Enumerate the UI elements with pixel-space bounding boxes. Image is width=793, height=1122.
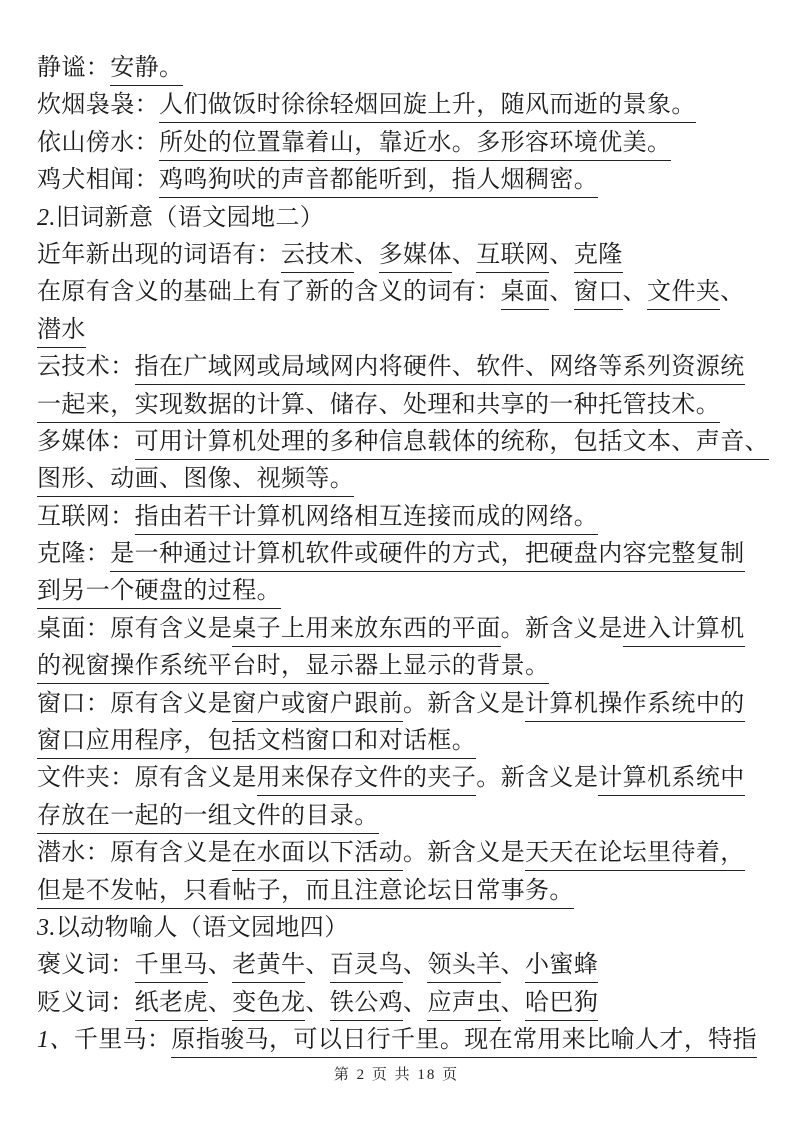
underlined-text: 一起来，实现数据的计算、储存、处理和共享的一种托管技术。 xyxy=(37,390,720,423)
text-line xyxy=(37,424,770,461)
text-segment: 贬义词： xyxy=(37,989,135,1016)
text-segment: 。新含义是 xyxy=(500,615,623,642)
underlined-text: 领头羊 xyxy=(427,950,500,983)
text-segment: 云技术： xyxy=(37,354,135,381)
text-line xyxy=(37,237,761,274)
text-segment: 、 xyxy=(451,241,477,268)
text-line xyxy=(37,274,761,311)
text-line xyxy=(37,200,761,237)
text-line xyxy=(37,387,761,424)
underlined-text: 的视窗操作系统平台时，显示器上显示的背景。 xyxy=(37,651,549,684)
text-line xyxy=(37,760,761,797)
text-segment: 近年新出现的词语有： xyxy=(37,241,281,268)
underlined-text: 安静。 xyxy=(110,53,183,86)
text-line xyxy=(37,162,761,199)
underlined-text: 桌面 xyxy=(501,277,550,310)
text-line xyxy=(37,686,761,723)
text-line xyxy=(37,985,761,1022)
text-line xyxy=(37,798,761,835)
text-segment: 在原有含义的基础上有了新的含义的词有： xyxy=(37,279,501,306)
text-segment: 以动物喻人（语文园地四） xyxy=(55,914,349,941)
text-segment: 潜水：原有含义是 xyxy=(37,840,233,867)
text-segment: 静谧： xyxy=(37,55,111,81)
underlined-text: 克隆 xyxy=(574,240,623,273)
text-segment: 、 xyxy=(403,952,428,979)
text-segment: 2. xyxy=(37,204,56,231)
text-segment: 。新含义是 xyxy=(403,840,526,867)
text-segment: 。新含义是 xyxy=(403,690,526,717)
text-segment: 鸡犬相闻： xyxy=(37,167,159,194)
underlined-text: 到另一个硬盘的过程。 xyxy=(37,576,281,609)
underlined-text: 原指骏马，可以日行千里。现在常用来比喻人才，特指 xyxy=(171,1025,757,1058)
text-line xyxy=(37,910,761,947)
underlined-text: 老黄牛 xyxy=(232,950,305,983)
underlined-text: 计算机系统中 xyxy=(598,763,744,796)
underlined-text: 存放在一起的一组文件的目录。 xyxy=(37,801,379,834)
text-segment: 炊烟袅袅： xyxy=(37,92,159,119)
text-line xyxy=(37,1022,761,1059)
underlined-text: 鸡鸣狗吠的声音都能听到，指人烟稠密。 xyxy=(159,165,598,198)
text-segment: 、 xyxy=(207,989,233,1016)
underlined-text: 人们做饭时徐徐轻烟回旋上升，随风而逝的景象。 xyxy=(159,90,696,123)
text-segment: 依山傍水： xyxy=(37,129,159,156)
underlined-text: 在水面以下活动 xyxy=(232,838,403,871)
text-line xyxy=(37,648,761,685)
underlined-text: 窗口应用程序，包括文档窗口和对话框。 xyxy=(37,726,476,759)
text-segment: 千里马： xyxy=(73,1027,172,1054)
text-line xyxy=(37,873,761,910)
underlined-text: 铁公鸡 xyxy=(330,988,403,1021)
underlined-text: 变色龙 xyxy=(232,988,305,1021)
text-segment: 文件夹：原有含义是 xyxy=(37,765,257,792)
text-segment: 。新含义是 xyxy=(476,765,599,792)
text-segment: 、 xyxy=(622,279,648,306)
underlined-text: 文件夹 xyxy=(647,277,720,310)
underlined-text: 百灵鸟 xyxy=(330,950,403,983)
underlined-text: 但是不发帖，只看帖子，而且注意论坛日常事务。 xyxy=(37,876,574,909)
text-line xyxy=(37,536,761,573)
underlined-text: 千里马 xyxy=(135,950,208,983)
underlined-text: 窗户或窗户跟前 xyxy=(232,689,403,722)
text-segment: 1、 xyxy=(37,1027,74,1054)
text-segment: 、 xyxy=(720,279,745,306)
text-line xyxy=(37,499,761,536)
underlined-text: 可用计算机处理的多种信息载体的统称，包括文本、声音、 xyxy=(135,427,769,460)
text-segment: 、 xyxy=(305,989,330,1016)
text-segment: 旧词新意（语文园地二） xyxy=(55,204,325,231)
underlined-text: 图形、动画、图像、视频等。 xyxy=(37,464,354,497)
text-segment: 褒义词： xyxy=(37,952,135,979)
underlined-text: 指在广域网或局域网内将硬件、软件、网络等系列资源统 xyxy=(135,352,745,385)
underlined-text: 天天在论坛里待着， xyxy=(525,838,745,871)
underlined-text: 互联网 xyxy=(476,240,549,273)
text-segment: 、 xyxy=(500,952,526,979)
underlined-text: 窗口 xyxy=(574,277,623,310)
text-segment: 、 xyxy=(305,952,330,979)
underlined-text: 进入计算机 xyxy=(623,614,745,647)
text-segment: 、 xyxy=(207,952,233,979)
text-segment: 3. xyxy=(37,914,56,941)
text-line xyxy=(37,835,761,872)
text-line xyxy=(37,50,761,87)
text-segment: 互联网： xyxy=(37,503,135,530)
text-segment: 、 xyxy=(549,241,574,268)
text-segment: 克隆： xyxy=(37,541,111,568)
text-segment: 、 xyxy=(549,279,574,306)
underlined-text: 计算机操作系统中的 xyxy=(525,689,745,722)
underlined-text: 所处的位置靠着山，靠近水。多形容环境优美。 xyxy=(159,128,671,161)
text-line xyxy=(37,312,761,349)
underlined-text: 多媒体 xyxy=(379,240,452,273)
text-line xyxy=(37,611,761,648)
underlined-text: 潜水 xyxy=(37,315,86,348)
text-segment: 窗口：原有含义是 xyxy=(37,690,233,717)
underlined-text: 云技术 xyxy=(281,240,354,273)
underlined-text: 哈巴狗 xyxy=(525,988,598,1021)
text-segment: 桌面：原有含义是 xyxy=(37,615,233,642)
text-line xyxy=(37,947,761,984)
text-line xyxy=(37,349,761,386)
text-segment: 、 xyxy=(354,241,379,268)
text-line xyxy=(37,573,761,610)
underlined-text: 指由若干计算机网络相互连接而成的网络。 xyxy=(135,502,599,535)
text-line xyxy=(37,87,761,124)
text-segment: 、 xyxy=(500,989,526,1016)
text-line xyxy=(37,461,761,498)
text-line xyxy=(37,125,761,162)
text-line xyxy=(37,723,761,760)
text-segment: 多媒体： xyxy=(37,428,135,455)
text-segment: 、 xyxy=(403,989,428,1016)
underlined-text: 是一种通过计算机软件或硬件的方式，把硬盘内容完整复制 xyxy=(110,539,744,572)
underlined-text: 桌子上用来放东西的平面 xyxy=(232,614,500,647)
underlined-text: 用来保存文件的夹子 xyxy=(257,763,477,796)
underlined-text: 纸老虎 xyxy=(135,988,208,1021)
text-lines xyxy=(37,50,770,1060)
underlined-text: 小蜜蜂 xyxy=(525,950,598,983)
underlined-text: 应声虫 xyxy=(427,988,500,1021)
page-number: 第 2 页 共 18 页 xyxy=(333,1067,460,1083)
